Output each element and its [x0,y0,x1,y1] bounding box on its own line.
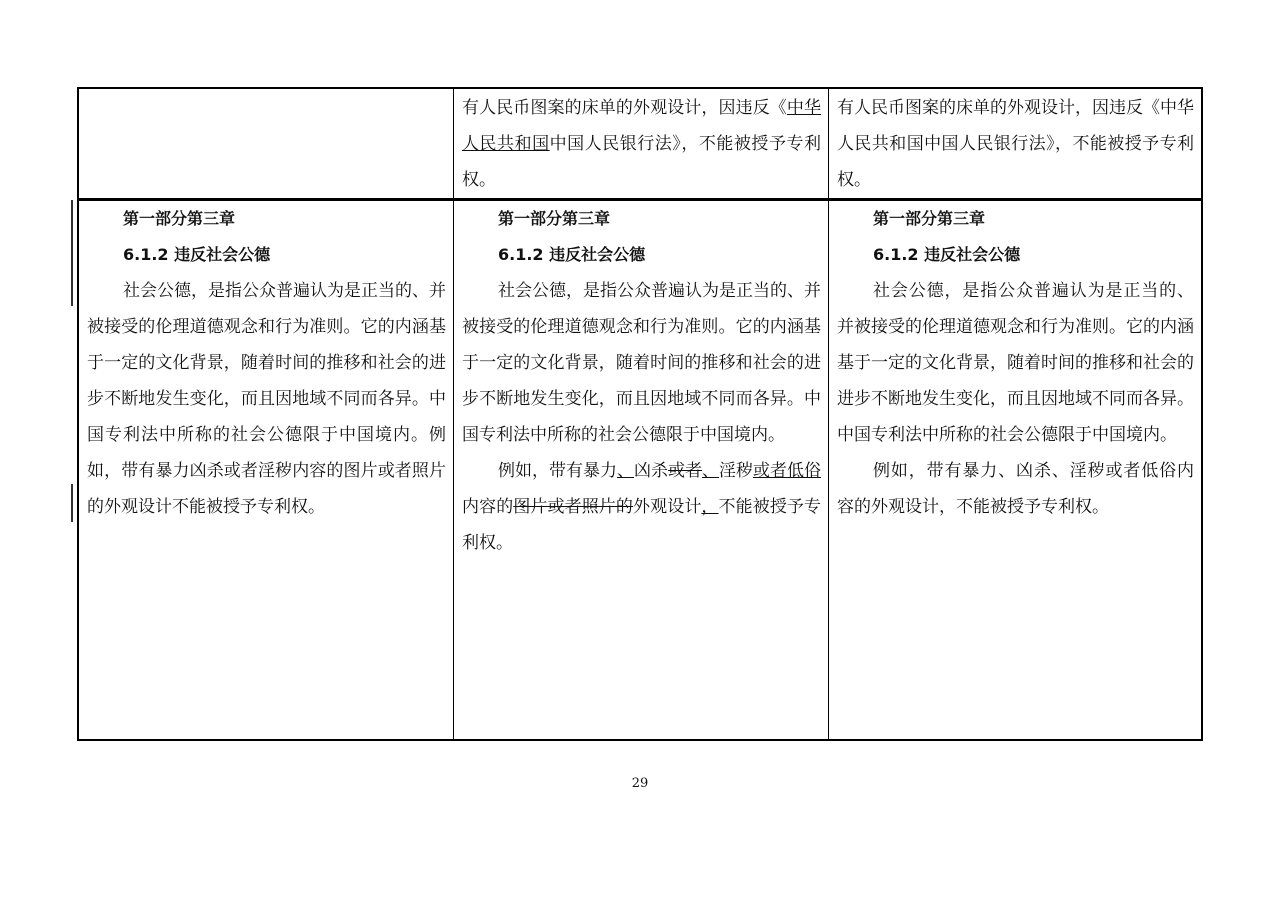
revision-change-bar [71,484,73,522]
text-run: 中国人民银行法》，不能被授予专利权。 [462,134,821,190]
table-cell-revised-markup [454,201,829,739]
deleted-text: 图片或者照片的 [513,497,634,517]
section-heading: 6.1.2 违反社会公德 [123,245,271,264]
text-run: 凶杀 [634,461,668,481]
section-heading: 6.1.2 违反社会公德 [873,245,1021,264]
text-run: 例如，带有暴力 [498,461,617,481]
deleted-text: 或者 [668,461,702,481]
chapter-heading: 第一部分第三章 [123,209,236,228]
table-cell-original [79,201,454,739]
inserted-text: 、 [617,461,634,481]
text-run: 淫秽 [719,461,753,481]
chapter-heading: 第一部分第三章 [873,209,986,228]
body-paragraph: 例如，带有暴力、凶杀、淫秽或者低俗内容的外观设计，不能被授予专利权。 [837,461,1194,517]
table-cell-revised-clean [829,201,1201,739]
chapter-heading: 第一部分第三章 [498,209,611,228]
table-cell-revised-clean: 有人民币图案的床单的外观设计，因违反《中华人民共和国中国人民银行法》，不能被授予专利权。 [837,98,1194,190]
inserted-text: 、 [702,461,719,481]
body-paragraph: 社会公德，是指公众普遍认为是正当的、并被接受的伦理道德观念和行为准则。它的内涵基于一定的文化背景，随着时间的推移和社会的进步不断地发生变化，而且因地域不同而各异。中国专利法中所称的社会公德限于中国境内。例如，带有暴力凶杀或者淫秽内容的图片或者照片的外观设计不能被授予专利权。 [87,281,446,517]
body-paragraph: 社会公德，是指公众普遍认为是正当的、并被接受的伦理道德观念和行为准则。它的内涵基于一定的文化背景，随着时间的推移和社会的进步不断地发生变化，而且因地域不同而各异。中国专利法中所称的社会公德限于中国境内。 [837,281,1194,445]
revision-change-bar [71,200,73,306]
comparison-table [77,87,1203,741]
table-cell-revised-markup [454,89,829,198]
table-cell-original [79,89,454,198]
text-run: 外观设计 [633,497,702,517]
page-number: 29 [631,776,649,791]
section-heading: 6.1.2 违反社会公德 [498,245,646,264]
table-row [79,89,1201,201]
body-paragraph: 社会公德，是指公众普遍认为是正当的、并被接受的伦理道德观念和行为准则。它的内涵基于一定的文化背景，随着时间的推移和社会的进步不断地发生变化，而且因地域不同而各异。中国专利法中所称的社会公德限于中国境内。 [462,281,821,445]
text-run: 有人民币图案的床单的外观设计，因违反《 [462,98,787,118]
text-run: 不能被授予专利权。 [462,497,822,553]
text-run: 内容的 [462,497,514,517]
body-paragraph-markup [462,453,821,561]
table-row [79,201,1201,739]
inserted-text: 或者低俗 [753,461,821,481]
inserted-text: 中华人民共和国 [462,98,822,154]
inserted-text: ， [701,497,719,517]
